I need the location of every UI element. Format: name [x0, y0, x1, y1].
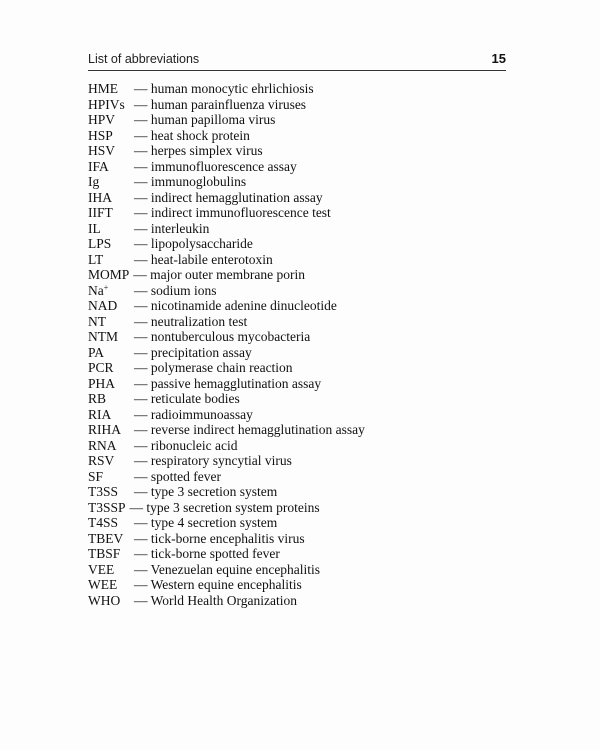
abbreviation-term — [88, 298, 134, 314]
abbreviation-term-text: RIHA — [88, 422, 121, 437]
abbreviation-definition: — passive hemagglutination assay — [134, 375, 322, 391]
abbreviation-term — [88, 515, 134, 531]
abbreviation-definition: — Venezuelan equine encephalitis — [134, 561, 321, 577]
abbreviation-entry — [88, 469, 365, 485]
abbreviation-term — [88, 469, 134, 485]
abbreviation-definition: — neutralization test — [134, 313, 248, 329]
abbreviation-term-text: WEE — [88, 577, 118, 592]
abbreviation-definition: — type 4 secretion system — [134, 515, 278, 530]
abbreviation-definition: — polymerase chain reaction — [134, 360, 293, 375]
abbreviation-term-text: IFA — [88, 158, 109, 174]
abbreviation-definition: — type 3 secretion system — [134, 484, 278, 499]
page-number: 15 — [491, 51, 506, 66]
abbreviation-term — [88, 391, 134, 407]
abbreviation-term-text: T3SSP — [88, 499, 126, 515]
abbreviation-list — [88, 81, 365, 608]
abbreviation-term — [88, 546, 134, 562]
abbreviation-term — [88, 500, 126, 516]
abbreviation-entry — [88, 360, 365, 376]
abbreviation-entry — [88, 577, 365, 593]
abbreviation-definition: — nontuberculous mycobacteria — [134, 329, 311, 344]
abbreviation-term-text: SF — [88, 468, 104, 484]
abbreviation-term — [88, 97, 134, 113]
abbreviation-definition: — immunofluorescence assay — [134, 158, 297, 174]
abbreviation-term-text: T4SS — [88, 515, 119, 530]
abbreviation-term — [88, 345, 134, 361]
abbreviation-term — [88, 422, 134, 438]
abbreviation-term — [88, 283, 134, 299]
header-title: List of abbreviations — [88, 52, 200, 66]
abbreviation-definition: — nicotinamide adenine dinucleotide — [134, 298, 337, 313]
abbreviation-term-text: TBEV — [88, 530, 124, 546]
abbreviation-entry — [88, 500, 365, 516]
abbreviation-term — [88, 593, 134, 609]
abbreviation-term — [88, 143, 134, 159]
abbreviation-definition: — herpes simplex virus — [134, 143, 263, 158]
abbreviation-term-text: Ig — [88, 174, 100, 189]
abbreviation-term — [88, 531, 134, 547]
abbreviation-term-text: RNA — [88, 437, 117, 453]
abbreviation-term — [88, 453, 134, 469]
abbreviation-term — [88, 128, 134, 144]
abbreviation-term-text: T3SS — [88, 484, 119, 499]
abbreviation-term-text: HSV — [88, 143, 116, 158]
abbreviation-entry — [88, 376, 365, 392]
abbreviation-definition: — World Health Organization — [134, 592, 298, 608]
abbreviation-definition: — Western equine encephalitis — [134, 577, 302, 592]
abbreviation-term-text: LT — [88, 251, 104, 267]
abbreviation-term-text: Na — [88, 282, 104, 298]
abbreviation-term — [88, 159, 134, 175]
abbreviation-definition: — indirect immunofluorescence test — [134, 205, 331, 220]
abbreviation-term-text: PCR — [88, 360, 114, 375]
abbreviation-term-text: NTM — [88, 329, 118, 344]
abbreviation-entry — [88, 159, 365, 175]
abbreviation-term-text: PA — [88, 344, 105, 360]
abbreviation-definition: — interleukin — [134, 220, 210, 236]
abbreviation-definition: — tick-borne spotted fever — [134, 546, 280, 561]
abbreviation-term — [88, 407, 134, 423]
abbreviation-entry — [88, 562, 365, 578]
abbreviation-term — [88, 329, 134, 345]
abbreviation-entry — [88, 221, 365, 237]
abbreviation-definition: — spotted fever — [134, 468, 221, 484]
abbreviation-entry — [88, 283, 365, 299]
abbreviation-entry — [88, 205, 365, 221]
abbreviation-definition: — type 3 secretion system proteins — [129, 499, 320, 515]
abbreviation-definition: — reverse indirect hemagglutination assay — [134, 422, 365, 437]
abbreviation-entry — [88, 267, 365, 283]
abbreviation-definition: — major outer membrane porin — [133, 267, 305, 282]
abbreviation-entry — [88, 453, 365, 469]
abbreviation-entry — [88, 97, 365, 113]
abbreviation-entry — [88, 345, 365, 361]
abbreviation-definition: — human papilloma virus — [134, 112, 276, 127]
running-header — [88, 50, 506, 71]
abbreviation-entry — [88, 81, 365, 97]
abbreviation-term-text: HPIVs — [88, 96, 125, 112]
abbreviation-entry — [88, 484, 365, 500]
abbreviation-definition: — sodium ions — [134, 282, 217, 298]
abbreviation-term — [88, 205, 134, 221]
abbreviation-term — [88, 562, 134, 578]
abbreviation-definition: — indirect hemagglutination assay — [134, 189, 323, 205]
abbreviation-term-text: VEE — [88, 561, 115, 577]
abbreviation-term-text: MOMP — [88, 267, 130, 282]
abbreviation-term-text: LPS — [88, 236, 112, 251]
abbreviation-term — [88, 376, 134, 392]
abbreviation-entry — [88, 407, 365, 423]
abbreviation-entry — [88, 531, 365, 547]
abbreviation-term-text: IL — [88, 220, 101, 236]
abbreviation-term — [88, 577, 134, 593]
abbreviation-definition: — reticulate bodies — [134, 391, 240, 406]
abbreviation-entry — [88, 298, 365, 314]
abbreviation-term — [88, 484, 134, 500]
abbreviation-term-text: TBSF — [88, 546, 121, 561]
abbreviation-term-text: NT — [88, 313, 106, 329]
abbreviation-term — [88, 438, 134, 454]
abbreviation-term-text: NAD — [88, 298, 118, 313]
abbreviation-term-text: HPV — [88, 112, 116, 127]
abbreviation-definition: — heat shock protein — [134, 127, 250, 143]
abbreviation-term-text: IIFT — [88, 205, 113, 220]
abbreviation-definition: — tick-borne encephalitis virus — [134, 530, 305, 546]
abbreviation-term-text: RB — [88, 391, 107, 406]
abbreviation-entry — [88, 252, 365, 268]
abbreviation-entry — [88, 143, 365, 159]
abbreviation-term-text: IHA — [88, 189, 112, 205]
abbreviation-term — [88, 81, 134, 97]
abbreviation-entry — [88, 329, 365, 345]
abbreviation-term-text: RIA — [88, 406, 112, 422]
abbreviation-entry — [88, 190, 365, 206]
abbreviation-term-superscript: + — [103, 282, 109, 292]
abbreviation-definition: — human monocytic ehrlichiosis — [134, 81, 314, 96]
abbreviation-term-text: WHO — [88, 592, 121, 608]
abbreviation-entry — [88, 112, 365, 128]
abbreviation-entry — [88, 128, 365, 144]
abbreviation-definition: — immunoglobulins — [134, 174, 247, 189]
abbreviation-entry — [88, 236, 365, 252]
abbreviation-term — [88, 174, 134, 190]
abbreviation-entry — [88, 314, 365, 330]
abbreviation-term-text: HSP — [88, 127, 113, 143]
abbreviation-entry — [88, 515, 365, 531]
abbreviation-term — [88, 112, 134, 128]
abbreviation-entry — [88, 593, 365, 609]
abbreviation-term — [88, 252, 134, 268]
abbreviation-definition: — radioimmunoassay — [134, 406, 253, 422]
abbreviation-term-text: RSV — [88, 453, 115, 468]
abbreviation-entry — [88, 174, 365, 190]
abbreviation-term — [88, 267, 129, 283]
abbreviation-entry — [88, 546, 365, 562]
abbreviation-entry — [88, 438, 365, 454]
abbreviation-term — [88, 360, 134, 376]
abbreviation-definition: — lipopolysaccharide — [134, 236, 253, 251]
abbreviation-definition: — respiratory syncytial virus — [134, 453, 292, 468]
abbreviation-term — [88, 190, 134, 206]
abbreviation-term — [88, 221, 134, 237]
abbreviation-definition: — precipitation assay — [134, 344, 252, 360]
abbreviation-definition: — human parainfluenza viruses — [134, 96, 307, 112]
abbreviation-term — [88, 236, 134, 252]
abbreviation-definition: — heat-labile enterotoxin — [134, 251, 273, 267]
abbreviation-definition: — ribonucleic acid — [134, 437, 238, 453]
abbreviation-term-text: HME — [88, 81, 118, 96]
abbreviation-entry — [88, 391, 365, 407]
abbreviation-term — [88, 314, 134, 330]
abbreviation-entry — [88, 422, 365, 438]
abbreviation-term-text: PHA — [88, 375, 116, 391]
